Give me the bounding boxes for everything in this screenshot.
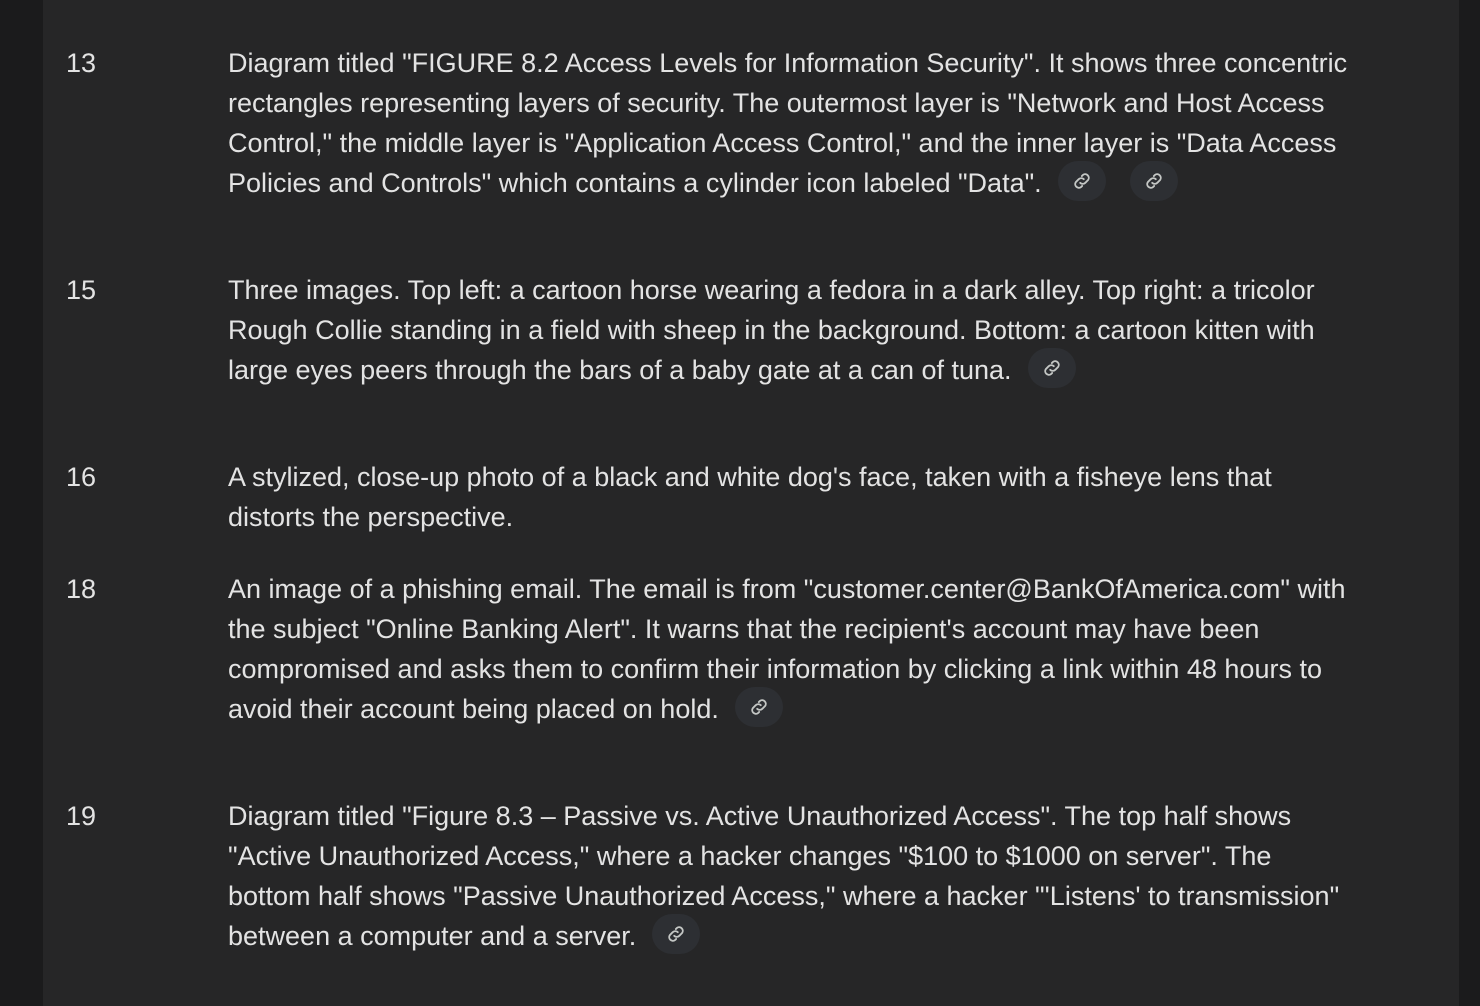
source-link-button[interactable] [1058,161,1106,201]
description-line: A stylized, close-up photo of a black and white dog's face, taken with a fisheye lens that [228,462,1272,492]
description-line: Rough Collie standing in a field with sheep in the background. Bottom: a cartoon kitten with [228,315,1315,345]
description-line: Policies and Controls" which contains a cylinder icon labeled "Data". [228,168,1042,198]
description-line: between a computer and a server. [228,921,637,951]
results-panel [43,0,1459,1006]
link-icon [665,923,687,945]
source-link-button[interactable] [652,914,700,954]
row-description [228,796,1423,959]
description-line: avoid their account being placed on hold. [228,694,719,724]
description-line: bottom half shows "Passive Unauthorized Access," where a hacker "'Listens' to transmission" [228,881,1340,911]
row-number: 16 [66,462,97,492]
description-line: Control," the middle layer is "Application Access Control," and the inner layer is "Data Access [228,128,1337,158]
link-icon [1041,357,1063,379]
description-line: "Active Unauthorized Access," where a hacker changes "$100 to $1000 on server". The [228,841,1272,871]
description-line: Diagram titled "FIGURE 8.2 Access Levels for Information Security". It shows three concentric [228,48,1348,78]
description-line: compromised and asks them to confirm their information by clicking a link within 48 hours to [228,654,1322,684]
row-description [228,457,1423,537]
description-line: Three images. Top left: a cartoon horse wearing a fedora in a dark alley. Top right: a tricolor [228,275,1315,305]
row-number: 15 [66,275,97,305]
row-description [228,569,1423,732]
row-number: 19 [66,801,97,831]
row-number: 13 [66,48,97,78]
link-icon [1071,170,1093,192]
source-link-button[interactable] [1028,348,1076,388]
description-line: An image of a phishing email. The email is from "customer.center@BankOfAmerica.com" with [228,574,1346,604]
description-line: rectangles representing layers of security. The outermost layer is "Network and Host Access [228,88,1325,118]
link-icon [1143,170,1165,192]
row-description [228,270,1423,393]
source-link-button[interactable] [1130,161,1178,201]
description-line: Diagram titled "Figure 8.3 – Passive vs. Active Unauthorized Access". The top half shows [228,801,1292,831]
row-number: 18 [66,574,97,604]
description-line: the subject "Online Banking Alert". It warns that the recipient's account may have been [228,614,1260,644]
link-icon [748,696,770,718]
description-line: distorts the perspective. [228,502,514,532]
row-description [228,43,1423,206]
source-link-button[interactable] [735,687,783,727]
description-line: large eyes peers through the bars of a baby gate at a can of tuna. [228,355,1012,385]
